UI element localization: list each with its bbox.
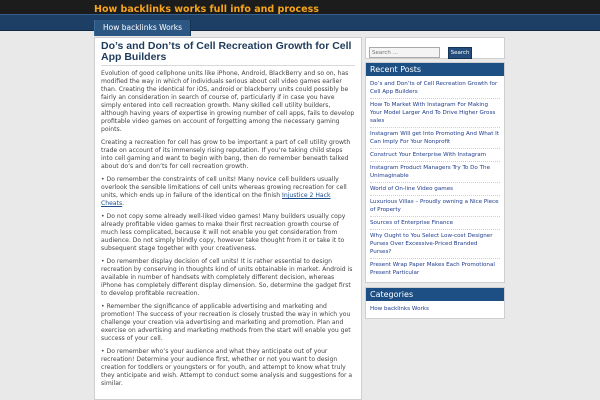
- post-body: [101, 70, 355, 388]
- category-link[interactable]: How backlinks Works: [370, 306, 429, 312]
- post-paragraph: • Remember the significance of applicable advertising and marketing and promotion! The success of your recreation is closely trusted the way in which you challenge your creation via advertising and marketing and promotion. Plan and exercise on advertising and marketing methods from the start will enable you get success of your cell.: [101, 303, 351, 342]
- nav-item-how-backlinks-works[interactable]: How backlinks Works: [94, 20, 191, 36]
- post-content: [94, 37, 362, 400]
- post-paragraph: [101, 176, 355, 208]
- categories-list: [366, 301, 504, 318]
- post-paragraph: • Do remember display decision of cell units! It is rather essential to design recreation by conserving in thoughts kind of units obtainable in market. Android is available in number of handsets with completely different decision, whereas iPhone has completely different display dimension. So, determine the gadget first to develop profitable recreation.: [101, 258, 353, 297]
- recent-post-link[interactable]: Instagram Product Managers Try To Do The Unimaginable: [370, 162, 500, 183]
- post-paragraph: • Do remember who’s your audience and what they anticipate out of your recreation! Determine your audience first, whether or not you want to design creation for toddlers or youngsters or for youth, and attempt to know what truly they anticipate and wish. Attempt to conduct some analysis and suggestions for a similar.: [101, 348, 353, 387]
- recent-post-link[interactable]: Sources of Enterprise Finance: [370, 217, 500, 230]
- recent-post-link[interactable]: Construct Your Enterprise With Instagram: [370, 149, 500, 162]
- recent-post-link[interactable]: World of On-line Video games: [370, 183, 500, 196]
- recent-posts-title: Recent Posts: [366, 63, 504, 76]
- top-header-bar: [0, 0, 600, 14]
- injustice-hack-link[interactable]: Injustice 2 Hack Cheats: [101, 192, 331, 207]
- search-widget: [365, 37, 505, 59]
- main-navigation: [0, 14, 600, 31]
- post-paragraph-text: • Do remember the constraints of cell units! Many novice cell builders usually overlook the sensible limitations of cell units whereas growing recreation for cell units, which ends up in failure of the identical on the finish: [101, 176, 347, 199]
- recent-post-link[interactable]: Instagram Will get Into Promoting And What It Can Imply For Your Nonprofit: [370, 128, 500, 149]
- post-paragraph: Creating a recreation for cell has grow to be important a part of cell utility growth trade on account of its immensely rising reputation. If you’re taking child steps into cell gaming and want to begin with bang, then do remember beneath talked about do’s and don’ts for cell recreation growth.: [101, 139, 351, 170]
- recent-post-link[interactable]: Why Ought to You Select Low-cost Designer Purses Over Excessive-Priced Branded Purses?: [370, 230, 500, 259]
- recent-post-link[interactable]: Present Wrap Paper Makes Each Promotional Present Particular: [370, 262, 495, 276]
- search-button[interactable]: Search: [448, 47, 472, 59]
- sidebar: [365, 37, 505, 323]
- search-input[interactable]: [369, 47, 440, 58]
- site-title[interactable]: How backlinks works full info and process: [94, 4, 319, 15]
- recent-post-link[interactable]: Luxurious Villas – Proudly owning a Nice Piece of Property: [370, 196, 500, 217]
- recent-posts-list: [366, 76, 504, 282]
- recent-posts-widget: [365, 62, 505, 283]
- post-title[interactable]: Do’s and Don’ts of Cell Recreation Growth for Cell App Builders: [101, 41, 355, 66]
- recent-post-link[interactable]: How To Market With Instagram For Making Your Model Larger And To Drive Higher Gross sales: [370, 99, 500, 128]
- recent-post-link[interactable]: Do’s and Don’ts of Cell Recreation Growth for Cell App Builders: [370, 78, 500, 99]
- categories-widget: [365, 287, 505, 319]
- categories-title: Categories: [366, 288, 504, 301]
- post-paragraph: Evolution of good cellphone units like iPhone, Android, BlackBerry and so on, has modified the way in which of individuals serious about cell video games earlier than. Creating the identical for iOS, android or blackberry units could possibly be fairly an consideration in search of course of, particularly if in case you have simply entered into cell recreation growth. Many skilled cell utility builders, although having years of expertise in growing number of cell apps, fails to develop profitable video games on account of forgetting among the necessary gaming points.: [101, 70, 355, 133]
- link-suffix: .: [122, 200, 125, 207]
- post-paragraph: • Do not copy some already well-liked video games! Many builders usually copy already profitable video games to make their first recreation growth course of much less complicated, because it will not enable you get consideration from audience. Do not simply blindly copy, however take thought from it or take it to subsequent stage together with your creativeness.: [101, 213, 346, 252]
